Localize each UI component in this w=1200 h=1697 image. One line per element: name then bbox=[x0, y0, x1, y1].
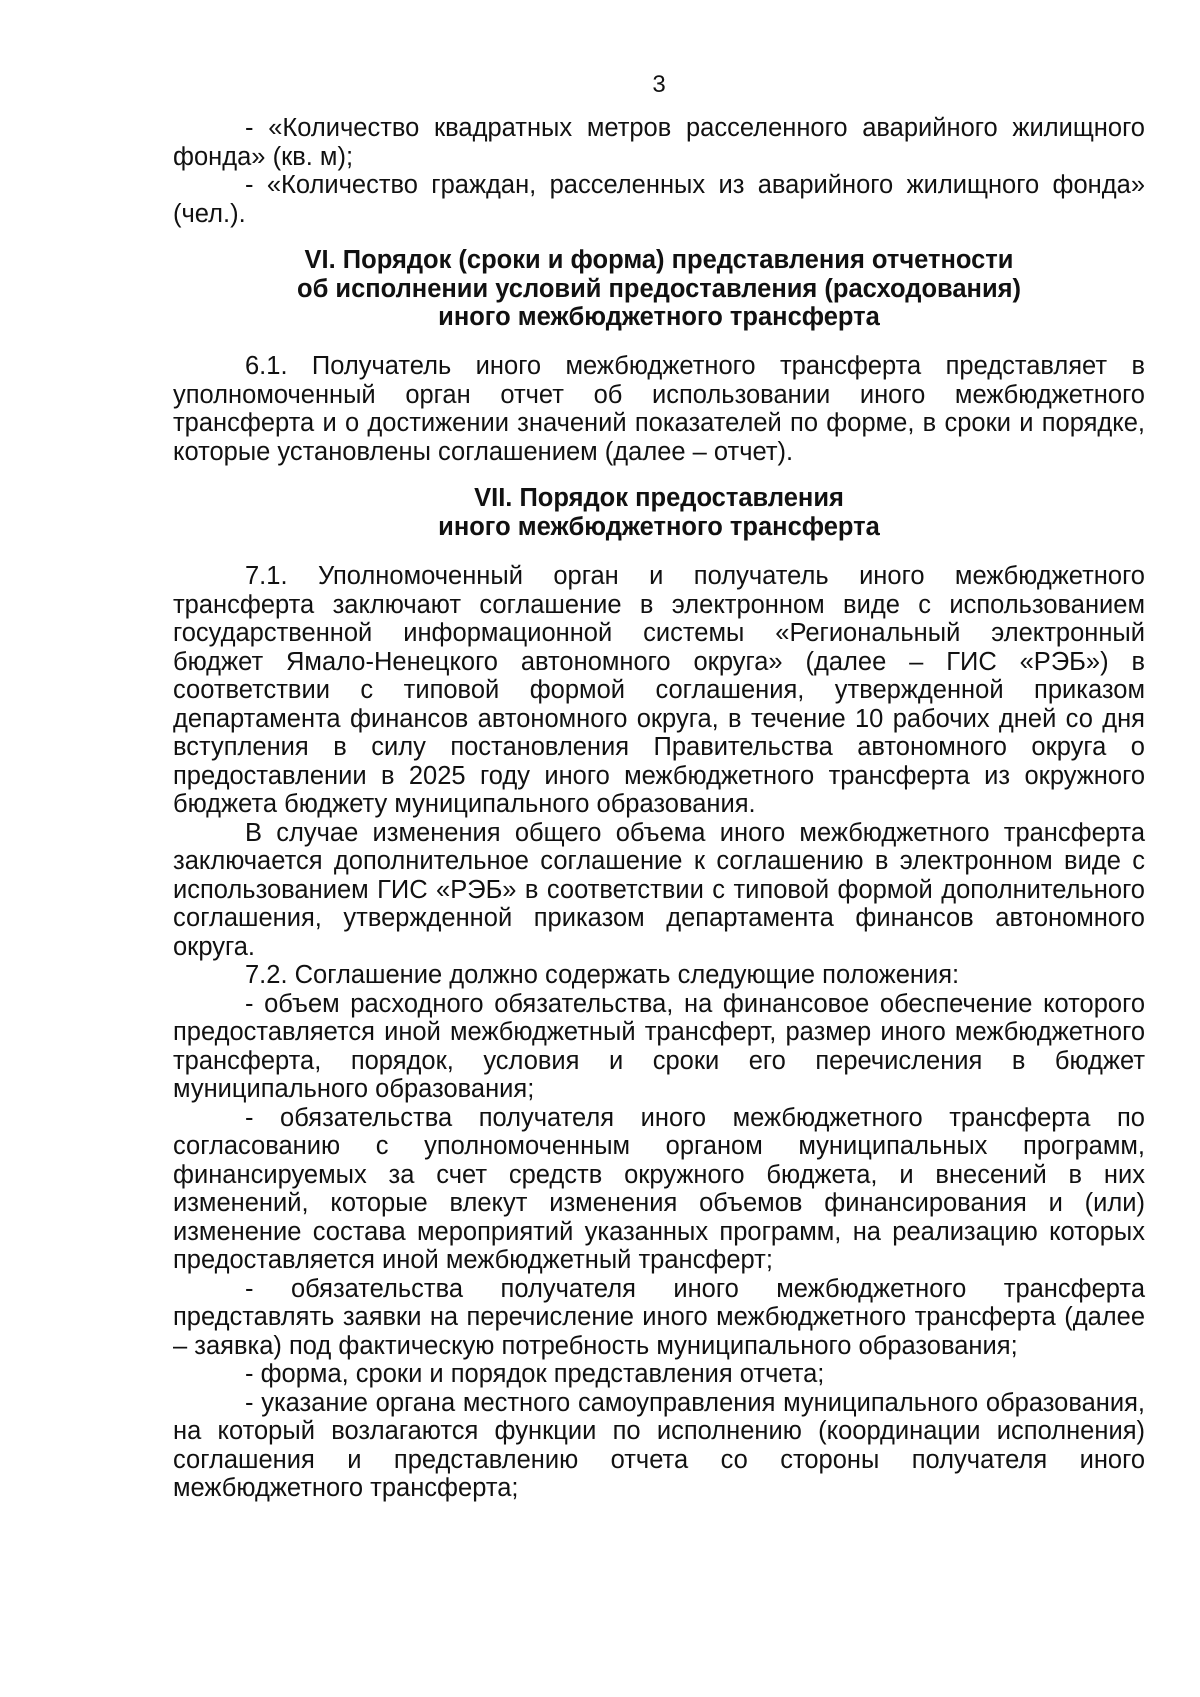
section-7-title-line: VII. Порядок предоставления bbox=[474, 484, 844, 512]
section-6-title-line: VI. Порядок (сроки и форма) представления отчетности bbox=[304, 246, 1014, 274]
list-item: - указание органа местного самоуправления муниципального образования, на который возлагаются функции по исполнению (координации исполнения) соглашения и представлению отчета со стороны получателя иного межбюджетного трансферта; bbox=[173, 1388, 1145, 1502]
section-7-heading bbox=[173, 484, 1145, 541]
page-number: 3 bbox=[652, 71, 666, 98]
section-6-title-line: об исполнении условий предоставления (расходования) bbox=[297, 274, 1021, 303]
intro-item: - «Количество граждан, расселенных из аварийного жилищного фонда» (чел.). bbox=[173, 171, 1145, 228]
list-item: - форма, сроки и порядок представления отчета; bbox=[245, 1360, 825, 1388]
section-7-body bbox=[173, 562, 1145, 1503]
section-6-body bbox=[173, 352, 1145, 466]
section-6-title-line: иного межбюджетного трансферта bbox=[438, 303, 880, 331]
list-item: - объем расходного обязательства, на финансовое обеспечение которого предоставляется иной межбюджетный трансферт, размер иного межбюджетного трансферта, порядок, условия и сроки его перечисления в бюджет муниципального образования; bbox=[173, 989, 1145, 1103]
intro-item: - «Количество квадратных метров расселенного аварийного жилищного фонда» (кв. м); bbox=[173, 114, 1145, 171]
paragraph-6-1: 6.1. Получатель иного межбюджетного трансферта представляет в уполномоченный орган отчет об использовании иного межбюджетного трансферта и о достижении значений показателей по форме, в сроки и порядке, которые установлены соглашением (далее – отчет). bbox=[173, 352, 1145, 466]
section-6-heading bbox=[173, 246, 1145, 332]
paragraph-additional-agreement: В случае изменения общего объема иного межбюджетного трансферта заключается дополнительное соглашение к соглашению в электронном виде с использованием ГИС «РЭБ» в соответствии с типовой формой дополнительного соглашения, утвержденной приказом департамента финансов автономного округа. bbox=[173, 818, 1145, 961]
section-7-title-line: иного межбюджетного трансферта bbox=[438, 512, 880, 541]
list-item: - обязательства получателя иного межбюджетного трансферта по согласованию с уполномоченным органом муниципальных программ, финансируемых за счет средств окружного бюджета, и внесений в них изменений, которые влекут изменения объемов финансирования и (или) изменение состава мероприятий указанных программ, на реализацию которых предоставляется иной межбюджетный трансферт; bbox=[173, 1103, 1145, 1274]
list-item: - обязательства получателя иного межбюджетного трансферта представлять заявки на перечисление иного межбюджетного трансферта (далее – заявка) под фактическую потребность муниципального образования; bbox=[173, 1274, 1145, 1360]
paragraph-7-1: 7.1. Уполномоченный орган и получатель иного межбюджетного трансферта заключают соглашение в электронном виде с использованием государственной информационной системы «Региональный электронный бюджет Ямало-Ненецкого автономного округа» (далее – ГИС «РЭБ») в соответствии с типовой формой соглашения, утвержденной приказом департамента финансов автономного округа, в течение 10 рабочих дней со дня вступления в силу постановления Правительства автономного округа о предоставлении в 2025 году иного межбюджетного трансферта из окружного бюджета бюджету муниципального образования. bbox=[173, 562, 1145, 818]
intro-list bbox=[173, 114, 1145, 228]
paragraph-7-2: 7.2. Соглашение должно содержать следующие положения: bbox=[245, 961, 960, 989]
